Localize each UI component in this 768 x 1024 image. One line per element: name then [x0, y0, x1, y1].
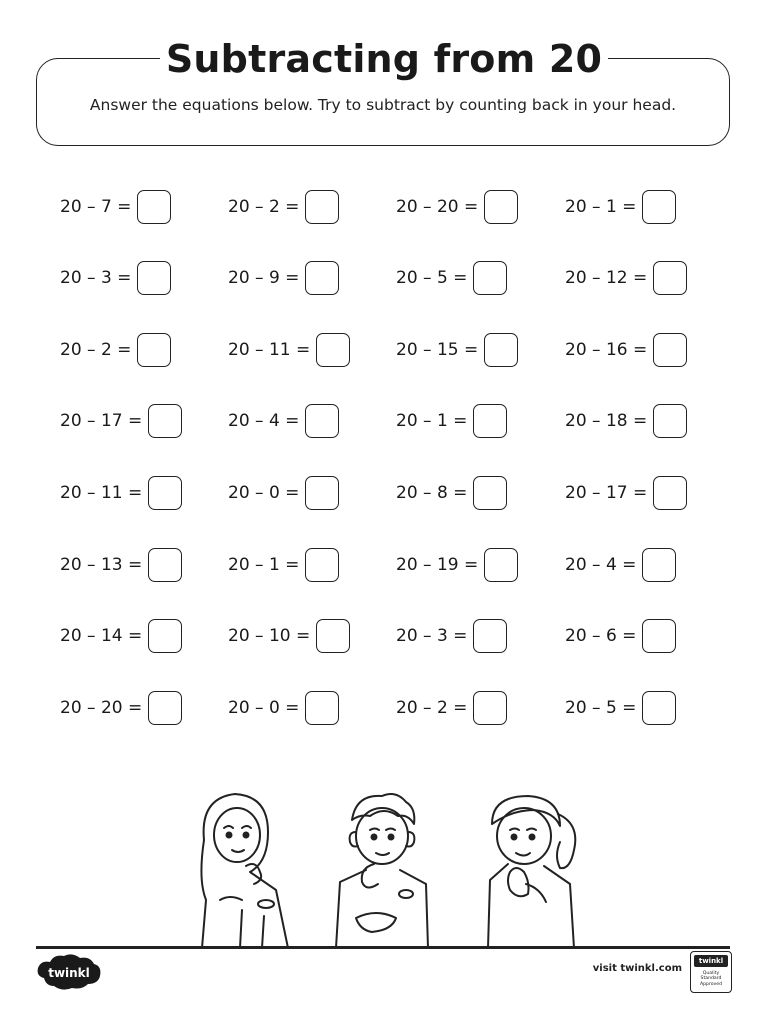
problem-item — [228, 402, 339, 440]
answer-box[interactable] — [137, 261, 171, 295]
problem-item — [565, 617, 676, 655]
answer-box[interactable] — [148, 619, 182, 653]
answer-box[interactable] — [473, 261, 507, 295]
problem-item — [565, 689, 676, 727]
problem-item — [60, 402, 182, 440]
quality-standard-badge-icon — [690, 951, 732, 993]
problem-item — [228, 689, 339, 727]
equation-text: 20 – 8 = — [396, 483, 468, 503]
problem-item — [228, 188, 339, 226]
answer-box[interactable] — [148, 548, 182, 582]
answer-box[interactable] — [642, 548, 676, 582]
answer-box[interactable] — [305, 548, 339, 582]
problem-item — [396, 188, 518, 226]
equation-text: 20 – 19 = — [396, 555, 479, 575]
girl-ponytail-figure — [488, 796, 575, 948]
equation-text: 20 – 11 = — [228, 340, 311, 360]
problem-item — [228, 617, 350, 655]
answer-box[interactable] — [642, 691, 676, 725]
equation-text: 20 – 0 = — [228, 483, 300, 503]
equation-text: 20 – 11 = — [60, 483, 143, 503]
problem-item — [228, 331, 350, 369]
equation-text: 20 – 1 = — [565, 197, 637, 217]
equation-text: 20 – 12 = — [565, 268, 648, 288]
answer-box[interactable] — [305, 404, 339, 438]
problem-item — [565, 546, 676, 584]
equation-text: 20 – 2 = — [60, 340, 132, 360]
equation-text: 20 – 2 = — [228, 197, 300, 217]
problem-item — [60, 474, 182, 512]
answer-box[interactable] — [137, 190, 171, 224]
answer-box[interactable] — [148, 476, 182, 510]
page-title: Subtracting from 20 — [160, 30, 608, 90]
answer-box[interactable] — [642, 619, 676, 653]
answer-box[interactable] — [484, 548, 518, 582]
problem-item — [60, 546, 182, 584]
answer-box[interactable] — [305, 476, 339, 510]
badge-brand: twinkl — [694, 955, 728, 967]
equation-text: 20 – 0 = — [228, 698, 300, 718]
answer-box[interactable] — [316, 619, 350, 653]
answer-box[interactable] — [642, 190, 676, 224]
problem-item — [228, 474, 339, 512]
visit-link[interactable]: visit twinkl.com — [592, 963, 682, 974]
problem-item — [396, 546, 518, 584]
badge-text: Quality Standard Approved — [699, 971, 723, 987]
equation-text: 20 – 1 = — [396, 411, 468, 431]
problem-item — [396, 259, 507, 297]
girl-hijab-figure — [201, 794, 288, 948]
equation-text: 20 – 16 = — [565, 340, 648, 360]
equation-text: 20 – 5 = — [565, 698, 637, 718]
problem-item — [60, 188, 171, 226]
problem-item — [565, 331, 687, 369]
answer-box[interactable] — [148, 404, 182, 438]
answer-box[interactable] — [653, 333, 687, 367]
answer-box[interactable] — [148, 691, 182, 725]
equation-text: 20 – 17 = — [60, 411, 143, 431]
equation-text: 20 – 4 = — [228, 411, 300, 431]
problem-item — [396, 331, 518, 369]
equation-text: 20 – 7 = — [60, 197, 132, 217]
equation-text: 20 – 20 = — [396, 197, 479, 217]
answer-box[interactable] — [473, 476, 507, 510]
answer-box[interactable] — [305, 261, 339, 295]
answer-box[interactable] — [473, 404, 507, 438]
equation-text: 20 – 5 = — [396, 268, 468, 288]
problem-item — [565, 474, 687, 512]
problem-item — [228, 259, 339, 297]
boy-figure — [336, 794, 428, 948]
answer-box[interactable] — [473, 691, 507, 725]
equation-text: 20 – 14 = — [60, 626, 143, 646]
problem-item — [565, 402, 687, 440]
problem-item — [396, 689, 507, 727]
equation-text: 20 – 18 = — [565, 411, 648, 431]
answer-box[interactable] — [653, 261, 687, 295]
equation-text: 20 – 10 = — [228, 626, 311, 646]
equation-text: 20 – 13 = — [60, 555, 143, 575]
equation-text: 20 – 6 = — [565, 626, 637, 646]
problem-item — [60, 259, 171, 297]
three-children-thinking-illustration — [180, 780, 600, 950]
problem-item — [565, 259, 687, 297]
logo-text: twinkl — [48, 966, 90, 980]
answer-box[interactable] — [137, 333, 171, 367]
twinkl-logo[interactable] — [36, 954, 102, 990]
problem-item — [60, 617, 182, 655]
answer-box[interactable] — [484, 190, 518, 224]
answer-box[interactable] — [305, 190, 339, 224]
equation-text: 20 – 2 = — [396, 698, 468, 718]
equation-text: 20 – 15 = — [396, 340, 479, 360]
equation-text: 20 – 1 = — [228, 555, 300, 575]
problem-item — [228, 546, 339, 584]
problem-item — [396, 402, 507, 440]
equation-text: 20 – 3 = — [60, 268, 132, 288]
answer-box[interactable] — [316, 333, 350, 367]
problem-item — [60, 331, 171, 369]
problem-item — [396, 617, 507, 655]
answer-box[interactable] — [305, 691, 339, 725]
instructions: Answer the equations below. Try to subtract by counting back in your head. — [89, 96, 677, 114]
equation-text: 20 – 17 = — [565, 483, 648, 503]
problem-item — [60, 689, 182, 727]
answer-box[interactable] — [484, 333, 518, 367]
equation-text: 20 – 3 = — [396, 626, 468, 646]
answer-box[interactable] — [473, 619, 507, 653]
equation-text: 20 – 20 = — [60, 698, 143, 718]
footer-rule — [36, 946, 730, 949]
equation-text: 20 – 4 = — [565, 555, 637, 575]
answer-box[interactable] — [653, 476, 687, 510]
equation-text: 20 – 9 = — [228, 268, 300, 288]
problem-item — [396, 474, 507, 512]
problem-item — [565, 188, 676, 226]
answer-box[interactable] — [653, 404, 687, 438]
